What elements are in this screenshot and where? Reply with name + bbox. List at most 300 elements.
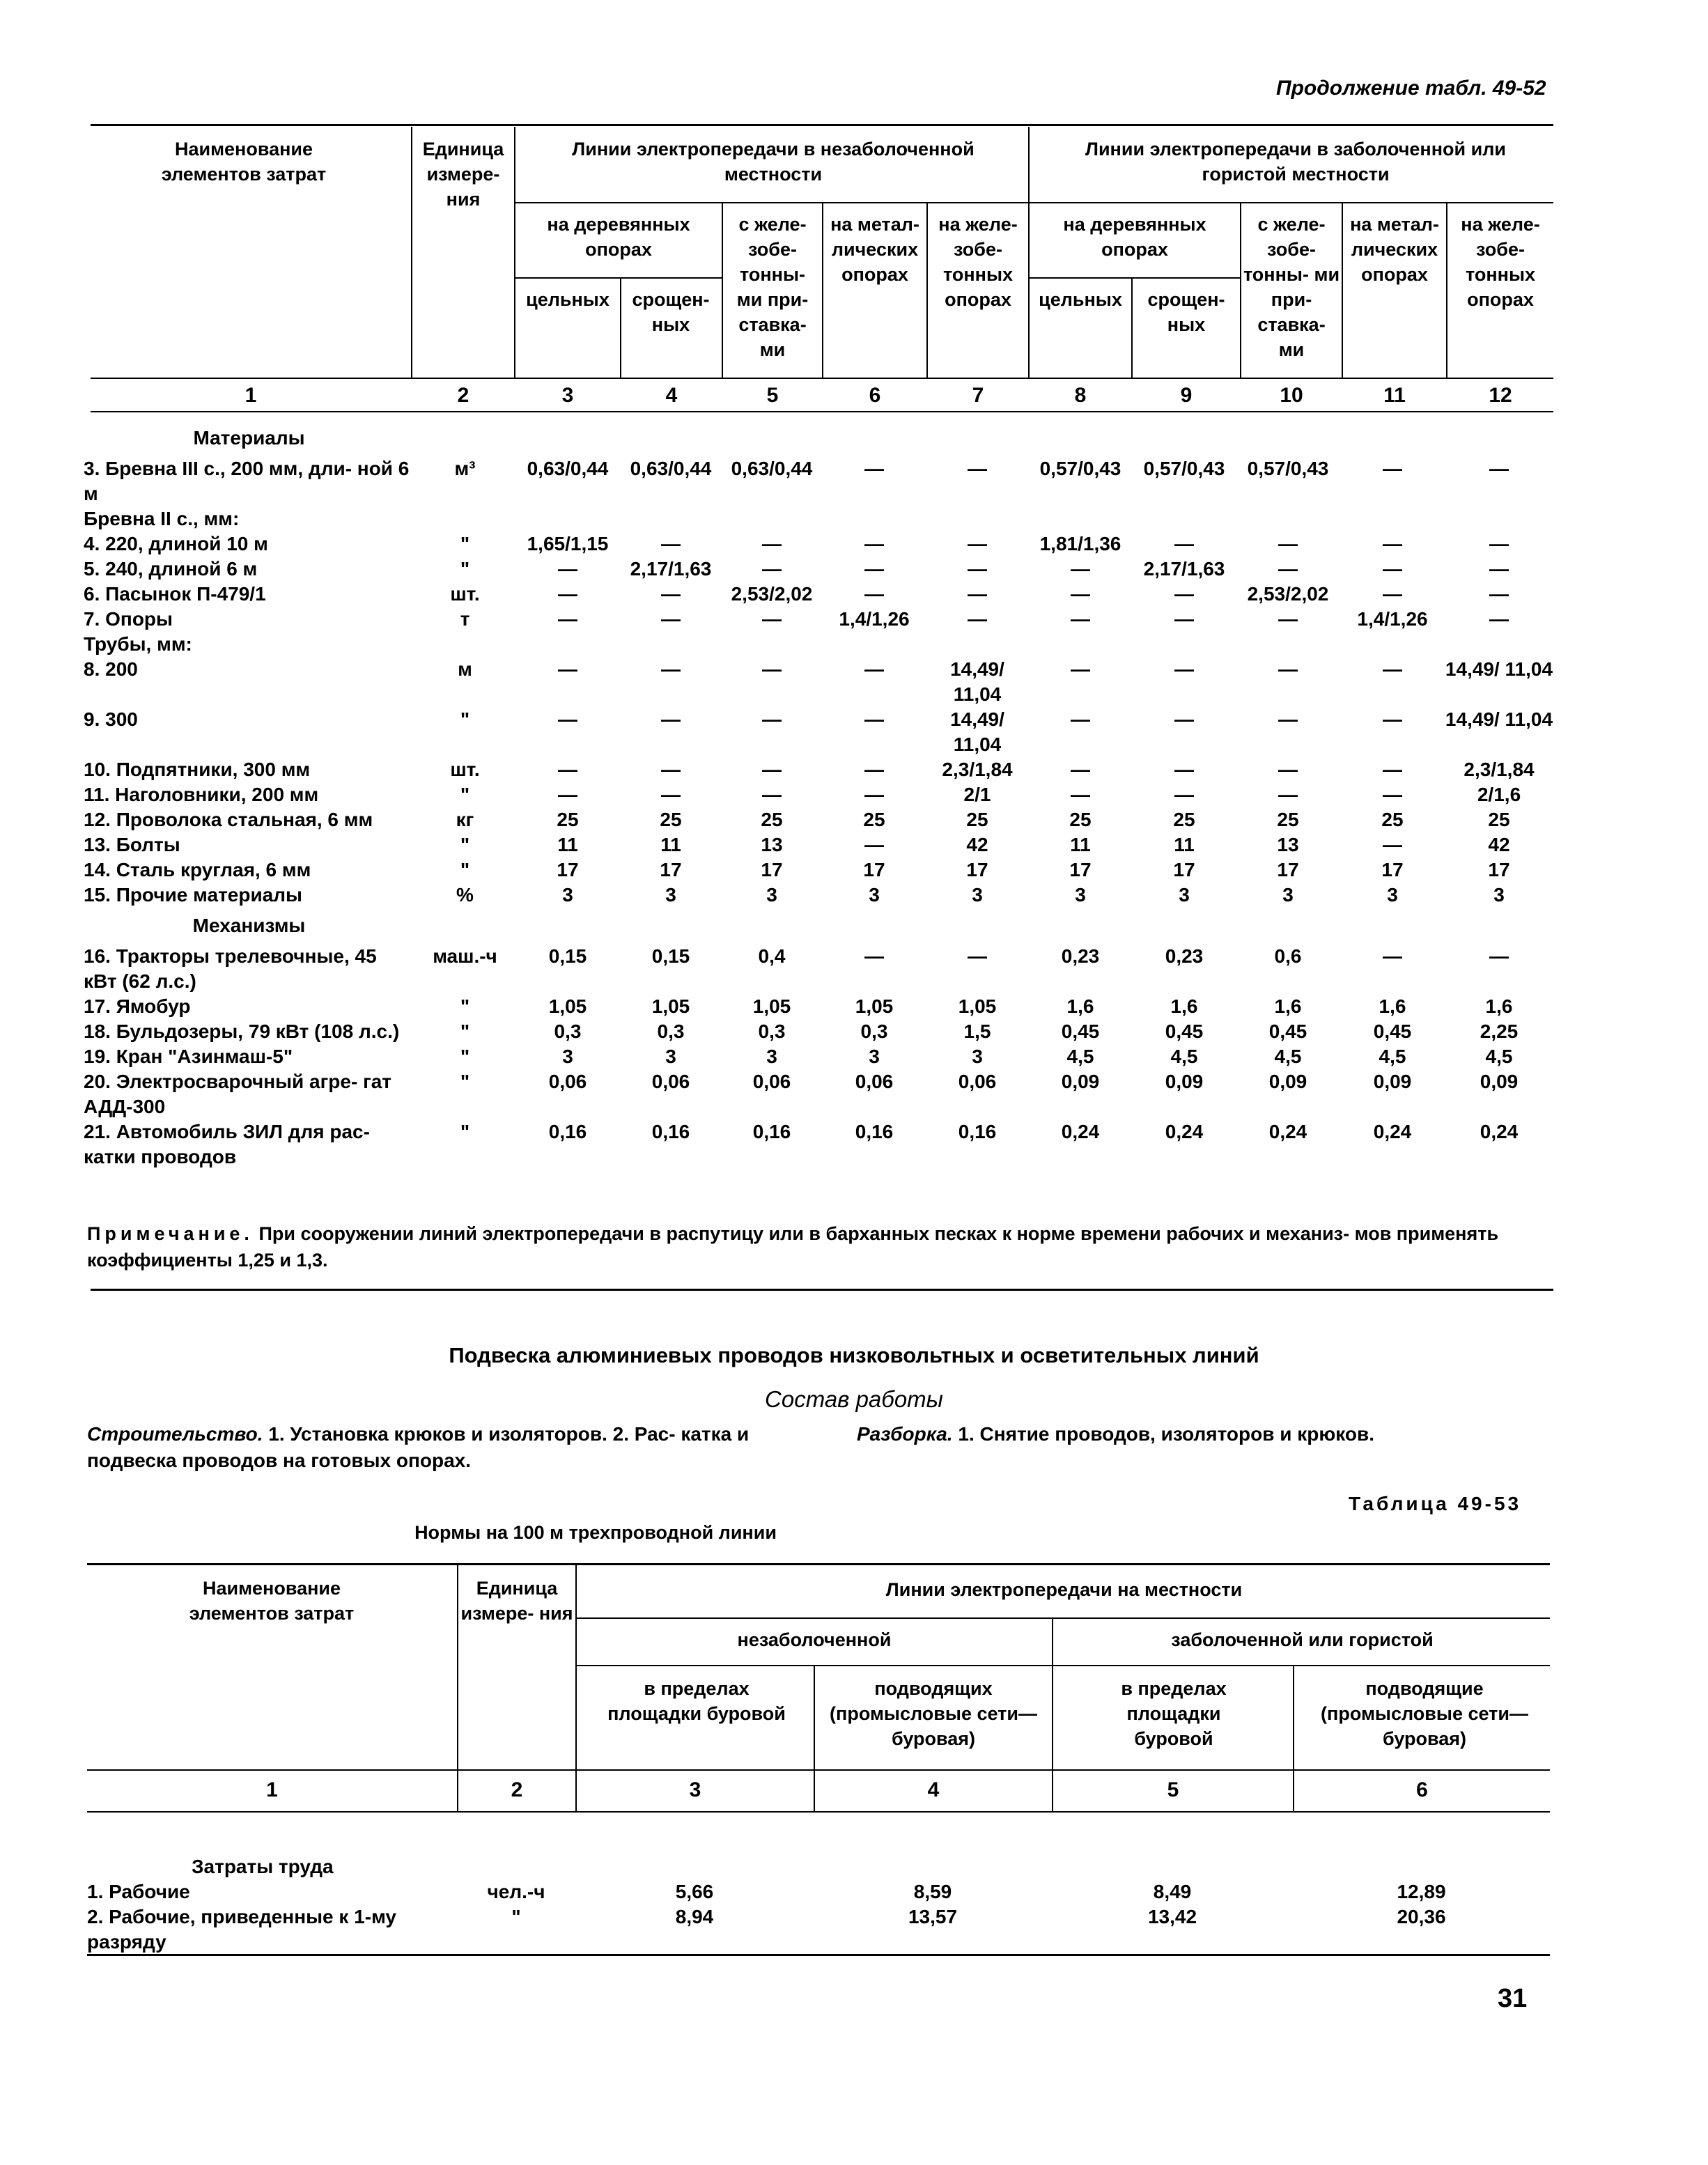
row-unit: кг — [456, 809, 474, 830]
table2-title: Нормы на 100 м трехпроводной линии — [414, 1522, 777, 1543]
vline — [1028, 127, 1030, 378]
row-value: 0,24 — [1268, 1121, 1307, 1142]
row-unit: шт. — [450, 583, 480, 605]
row-value: — — [1278, 784, 1298, 805]
t2-colnum: 2 — [511, 1778, 523, 1801]
t1-rcstub-b: с желе- зобе- тонны- ми при- ставка- ми — [1243, 214, 1340, 360]
row-value: 17 — [557, 859, 579, 880]
row-value: 0,63/0,44 — [527, 458, 609, 479]
row-unit: " — [460, 834, 470, 855]
t1-metal-a: на метал- лических опорах — [830, 214, 919, 285]
vline — [1240, 203, 1241, 378]
t1-colnum: 10 — [1280, 384, 1303, 407]
row-value: — — [762, 708, 782, 730]
row-value: 0,09 — [1480, 1071, 1519, 1092]
hline — [91, 378, 1553, 379]
row-value — [722, 632, 822, 657]
row-value: 42 — [1488, 834, 1510, 855]
row-value: 0,24 — [1480, 1121, 1519, 1142]
row-value — [822, 632, 926, 657]
row-value: — — [661, 608, 681, 630]
row-value: 4,5 — [1170, 1046, 1198, 1067]
row-value — [1236, 506, 1340, 531]
row-value: 1,4/1,26 — [839, 608, 910, 630]
row-value: 8,59 — [913, 1881, 952, 1902]
vline — [457, 1565, 458, 1813]
row-value — [620, 632, 722, 657]
row-value: 3 — [766, 1046, 777, 1067]
row-value: — — [1489, 458, 1509, 479]
row-value: 0,06 — [752, 1071, 791, 1092]
row-value: — — [864, 458, 884, 479]
table-row — [84, 607, 1553, 632]
row-unit: " — [460, 1021, 470, 1042]
page-number: 31 — [1498, 1984, 1528, 2013]
row-value: 0,45 — [1061, 1021, 1100, 1042]
row-value: 2,17/1,63 — [630, 558, 712, 580]
row-value: — — [1278, 708, 1298, 730]
row-value: — — [1071, 583, 1090, 605]
row-value: 3 — [1282, 884, 1294, 906]
section-row — [84, 420, 1553, 456]
row-value: 2,3/1,84 — [942, 759, 1013, 780]
row-value: 17 — [863, 859, 885, 880]
row-value: — — [762, 533, 782, 554]
table-row — [84, 782, 1553, 807]
row-value: — — [1071, 784, 1090, 805]
row-value: 1,6 — [1274, 995, 1302, 1017]
row-value: — — [1174, 608, 1194, 630]
row-value: — — [1174, 759, 1194, 780]
table-row — [84, 531, 1553, 557]
row-value: — — [1383, 784, 1402, 805]
row-value — [515, 632, 620, 657]
section-title: Подвеска алюминиевых проводов низковольтных и осветительных линий — [449, 1343, 1259, 1367]
row-value — [1236, 632, 1340, 657]
table-row — [84, 632, 1553, 657]
row-value: 0,57/0,43 — [1143, 458, 1225, 479]
row-unit: шт. — [450, 759, 480, 780]
row-value: 17 — [966, 859, 988, 880]
row-value: — — [661, 658, 681, 680]
row-value: — — [1071, 608, 1090, 630]
row-value: 25 — [1488, 809, 1510, 830]
row-value: 1,6 — [1379, 995, 1406, 1017]
row-value: 0,3 — [657, 1021, 685, 1042]
row-value: — — [1278, 608, 1298, 630]
row-value: — — [1383, 583, 1402, 605]
row-value: 25 — [1069, 809, 1092, 830]
row-unit — [414, 506, 515, 531]
row-value: 17 — [1381, 859, 1404, 880]
t1-rcstub-a: с желе- зобе- тонны- ми при- ставка- ми — [736, 214, 809, 360]
t2-group: Линии электропередачи на местности — [885, 1579, 1243, 1600]
row-value: 25 — [761, 809, 783, 830]
t1-solid-a: цельных — [526, 289, 610, 310]
t1-wood-a: на деревянных опорах — [547, 214, 690, 260]
row-value: 0,57/0,43 — [1039, 458, 1121, 479]
row-value — [926, 506, 1028, 531]
vline — [411, 127, 412, 378]
row-value: — — [1174, 784, 1194, 805]
row-value: — — [968, 558, 987, 580]
row-value: — — [1278, 533, 1298, 554]
row-value: 4,5 — [1379, 1046, 1406, 1067]
hline — [91, 411, 1553, 412]
row-value: 25 — [863, 809, 885, 830]
row-value: 1,6 — [1170, 995, 1198, 1017]
row-value: 1,6 — [1485, 995, 1513, 1017]
row-value: 0,63/0,44 — [630, 458, 712, 479]
row-value: 11 — [1174, 834, 1195, 855]
row-value: 0,6 — [1274, 945, 1302, 967]
row-value: 25 — [1381, 809, 1404, 830]
row-value: 3 — [562, 884, 573, 906]
section-heading: Затраты труда — [192, 1856, 334, 1877]
note-text: При сооружении линий электропередачи в распутицу или в барханных песках к норме времени рабочих и механиз- мов применять коэффициенты 1,25 и 1,3. — [87, 1223, 1499, 1271]
table-row — [84, 757, 1553, 782]
t1-colnum: 12 — [1489, 384, 1512, 407]
t1-colnum: 7 — [972, 384, 984, 407]
row-value: 25 — [966, 809, 988, 830]
vline — [926, 203, 928, 378]
vline — [575, 1565, 577, 1813]
row-value: — — [1174, 583, 1194, 605]
row-value: 1,5 — [963, 1021, 991, 1042]
row-value: 8,94 — [675, 1906, 714, 1927]
table-row — [87, 1879, 1550, 1904]
row-name: 2. Рабочие, приведенные к 1-му разряду — [87, 1906, 396, 1953]
row-value: — — [558, 583, 577, 605]
row-value: 0,3 — [758, 1021, 786, 1042]
t2-c4: подводящих (промысловые сети—буровая) — [830, 1678, 1037, 1749]
row-value: 25 — [557, 809, 579, 830]
row-name: 15. Прочие материалы — [84, 884, 302, 906]
note-label: Примечание. — [87, 1223, 254, 1244]
table2-bottom-rule — [87, 1954, 1550, 1956]
row-value: 3 — [869, 1046, 880, 1067]
row-value: 3 — [665, 884, 676, 906]
section-heading: Материалы — [193, 427, 305, 449]
row-value: 0,16 — [958, 1121, 997, 1142]
row-value: 1,4/1,26 — [1357, 608, 1428, 630]
row-value — [620, 506, 722, 531]
row-value: 2/1 — [963, 784, 991, 805]
t1-rc-a: на желе- зобе- тонных опорах — [938, 214, 1018, 310]
row-value: — — [864, 708, 884, 730]
t2-colnum: 4 — [927, 1778, 940, 1801]
row-name: 5. 240, длиной 6 м — [84, 558, 258, 580]
row-unit: м — [458, 658, 472, 680]
row-value: 4,5 — [1066, 1046, 1094, 1067]
vline — [822, 203, 823, 378]
row-value: — — [558, 784, 577, 805]
t2-col-unit: Единица измере- ния — [460, 1578, 573, 1624]
row-value: 0,63/0,44 — [731, 458, 813, 479]
table1-body — [84, 420, 1553, 1170]
t2-colnum: 5 — [1167, 1778, 1179, 1801]
row-value: 14,49/ 11,04 — [1445, 658, 1553, 680]
hline — [87, 1811, 1550, 1813]
row-value: 0,09 — [1268, 1071, 1307, 1092]
row-value: 3 — [766, 884, 777, 906]
row-name: 17. Ямобур — [84, 995, 191, 1017]
row-value: 13 — [761, 834, 783, 855]
row-value: 2,25 — [1480, 1021, 1519, 1042]
row-value: 3 — [1493, 884, 1505, 906]
vline — [514, 127, 515, 378]
table-row — [84, 832, 1553, 858]
row-value: 0,3 — [860, 1021, 888, 1042]
t1-group-a: Линии электропередачи в незаболоченной местности — [572, 139, 975, 185]
t1-solid-b: цельных — [1039, 289, 1122, 310]
vline — [722, 203, 723, 378]
table-row — [84, 657, 1553, 707]
row-value — [515, 506, 620, 531]
table-row — [84, 994, 1553, 1019]
row-value — [722, 506, 822, 531]
row-value: — — [762, 608, 782, 630]
table1-top-rule — [91, 124, 1553, 126]
row-value: — — [558, 608, 577, 630]
row-value: — — [762, 558, 782, 580]
row-value: 0,23 — [1061, 945, 1100, 967]
t2-c5: в пределах площадки буровой — [1121, 1678, 1227, 1749]
row-unit: " — [460, 784, 470, 805]
row-value — [1028, 632, 1133, 657]
table2-top-rule — [87, 1563, 1550, 1565]
row-value: 1,05 — [855, 995, 894, 1017]
row-name: 9. 300 — [84, 708, 138, 730]
hline — [515, 277, 722, 279]
dismantle-body: 1. Снятие проводов, изоляторов и крюков. — [958, 1423, 1374, 1445]
build-text — [87, 1421, 780, 1474]
row-value — [1028, 506, 1133, 531]
hline — [87, 1769, 1550, 1771]
t2-c6: подводящие (промысловые сети—буровая) — [1321, 1678, 1528, 1749]
row-value: 3 — [665, 1046, 676, 1067]
row-unit: м³ — [454, 458, 476, 479]
row-unit: " — [460, 995, 470, 1017]
t1-col-name: Наименование элементов затрат — [161, 139, 327, 185]
row-value — [1133, 632, 1236, 657]
row-value: 17 — [1069, 859, 1092, 880]
row-value: 4,5 — [1274, 1046, 1302, 1067]
row-value: 42 — [966, 834, 988, 855]
t1-colnum: 3 — [561, 384, 574, 407]
row-unit: " — [511, 1906, 521, 1927]
row-value: 1,05 — [958, 995, 997, 1017]
row-value: 0,16 — [855, 1121, 894, 1142]
t1-colnum: 4 — [665, 384, 678, 407]
row-value: 0,15 — [548, 945, 587, 967]
row-value: — — [968, 608, 987, 630]
row-value: 11 — [660, 834, 681, 855]
row-value — [1340, 506, 1445, 531]
hline — [1030, 277, 1240, 279]
row-value: 3 — [972, 1046, 983, 1067]
row-value: 3 — [1075, 884, 1086, 906]
t1-spliced-b: срощен- ных — [1147, 289, 1225, 335]
table-row — [84, 858, 1553, 883]
row-name: 3. Бревна III с., 200 мм, дли- ной 6 м — [84, 458, 410, 504]
row-value: — — [558, 708, 577, 730]
row-value: — — [864, 784, 884, 805]
row-value — [1340, 632, 1445, 657]
table-row — [84, 944, 1553, 994]
row-name: 4. 220, длиной 10 м — [84, 533, 268, 554]
t2-colnum: 1 — [266, 1778, 278, 1801]
row-name: Трубы, мм: — [84, 633, 192, 655]
row-name: 19. Кран "Азинмаш-5" — [84, 1046, 293, 1067]
row-value: — — [1278, 558, 1298, 580]
row-value: 0,16 — [752, 1121, 791, 1142]
t1-spliced-a: срощен- ных — [632, 289, 710, 335]
row-unit: " — [460, 533, 470, 554]
row-name: 12. Проволока стальная, 6 мм — [84, 809, 373, 830]
row-unit: " — [460, 558, 470, 580]
row-value: 2/1,6 — [1477, 784, 1521, 805]
row-value: — — [1489, 533, 1509, 554]
table-row — [84, 557, 1553, 582]
row-value: 13,42 — [1147, 1906, 1197, 1927]
row-value: 0,45 — [1268, 1021, 1307, 1042]
row-value: — — [1278, 658, 1298, 680]
t1-rc-b: на желе- зобе- тонных опорах — [1461, 214, 1540, 310]
row-value: 2,53/2,02 — [1247, 583, 1329, 605]
t1-colnum: 2 — [457, 384, 469, 407]
row-value: 14,49/ 11,04 — [1445, 708, 1553, 730]
row-value: — — [762, 759, 782, 780]
row-value: — — [1278, 759, 1298, 780]
row-value: 20,36 — [1397, 1906, 1446, 1927]
table2-label: Таблица 49-53 — [1349, 1493, 1522, 1514]
row-value — [822, 506, 926, 531]
row-value: — — [661, 583, 681, 605]
row-name: 11. Наголовники, 200 мм — [84, 784, 319, 805]
row-value: 1,05 — [752, 995, 791, 1017]
row-value: — — [1071, 759, 1090, 780]
row-value: 3 — [869, 884, 880, 906]
row-value: 17 — [1488, 859, 1510, 880]
row-name: 1. Рабочие — [87, 1881, 190, 1902]
row-value: — — [558, 558, 577, 580]
row-value: 0,16 — [651, 1121, 690, 1142]
row-value: 2,17/1,63 — [1143, 558, 1225, 580]
section-row — [84, 908, 1553, 944]
row-value — [926, 632, 1028, 657]
row-value: — — [1383, 558, 1402, 580]
t1-colnum: 1 — [244, 384, 257, 407]
row-value: — — [1174, 708, 1194, 730]
row-value: — — [762, 784, 782, 805]
t1-col-unit: Единица измере- ния — [422, 139, 504, 210]
table-row — [84, 883, 1553, 908]
t1-colnum: 9 — [1180, 384, 1193, 407]
dismantle-text — [857, 1421, 1553, 1448]
row-value: — — [661, 784, 681, 805]
row-value: — — [1383, 945, 1402, 967]
row-value: — — [1489, 558, 1509, 580]
table-row — [84, 1044, 1553, 1069]
row-value: — — [762, 658, 782, 680]
row-value: 0,06 — [855, 1071, 894, 1092]
row-value: 3 — [1179, 884, 1190, 906]
table-row — [84, 582, 1553, 607]
table-row — [84, 807, 1553, 832]
table2-body — [87, 1854, 1550, 1955]
row-name: 8. 200 — [84, 658, 138, 680]
table1-note — [87, 1220, 1553, 1273]
row-value: — — [661, 708, 681, 730]
row-value: — — [864, 759, 884, 780]
row-value: — — [864, 583, 884, 605]
row-value: 0,3 — [554, 1021, 582, 1042]
row-name: 7. Опоры — [84, 608, 173, 630]
vline — [1446, 203, 1447, 378]
row-value: — — [1174, 533, 1194, 554]
row-value: 25 — [1277, 809, 1299, 830]
row-value: 0,24 — [1061, 1121, 1100, 1142]
row-value — [1445, 632, 1553, 657]
row-value: — — [1383, 458, 1402, 479]
row-value: 17 — [761, 859, 783, 880]
t2-c3: в пределах площадки буровой — [607, 1678, 786, 1724]
row-value: — — [1383, 759, 1402, 780]
row-value: 17 — [660, 859, 682, 880]
row-value: 0,16 — [548, 1121, 587, 1142]
table-row — [87, 1904, 1550, 1955]
row-unit: маш.-ч — [433, 945, 497, 967]
row-value: — — [864, 658, 884, 680]
row-value: 1,81/1,36 — [1039, 533, 1121, 554]
row-value: 14,49/ 11,04 — [950, 658, 1004, 705]
row-value: 25 — [1173, 809, 1195, 830]
t1-colnum: 5 — [766, 384, 779, 407]
row-value: — — [1489, 608, 1509, 630]
row-name: 20. Электросварочный агре- гат АДД-300 — [84, 1071, 392, 1117]
row-unit: т — [460, 608, 470, 630]
row-name: 6. Пасынок П-479/1 — [84, 583, 266, 605]
row-value: 0,15 — [651, 945, 690, 967]
row-value: 3 — [1387, 884, 1398, 906]
row-value: — — [1383, 834, 1402, 855]
t1-colnum: 11 — [1383, 384, 1406, 407]
row-unit: " — [460, 1121, 470, 1142]
row-value: 3 — [972, 884, 983, 906]
row-value: 13 — [1277, 834, 1299, 855]
table-row — [84, 506, 1553, 531]
row-value: — — [968, 533, 987, 554]
row-value: 0,09 — [1061, 1071, 1100, 1092]
t2-colnum: 6 — [1416, 1778, 1428, 1801]
row-value: 0,57/0,43 — [1247, 458, 1329, 479]
t1-wood-b: на деревянных опорах — [1063, 214, 1206, 260]
vline — [1342, 203, 1343, 378]
section-heading: Механизмы — [192, 915, 306, 936]
row-value: 0,45 — [1165, 1021, 1204, 1042]
row-value: 0,4 — [758, 945, 786, 967]
row-value: 4,5 — [1485, 1046, 1513, 1067]
row-value: 0,24 — [1373, 1121, 1412, 1142]
row-name: Бревна II с., мм: — [84, 508, 240, 529]
row-value: 14,49/ 11,04 — [950, 708, 1004, 755]
t2-colnum: 3 — [689, 1778, 701, 1801]
row-value: 11 — [1070, 834, 1091, 855]
row-value: 2,53/2,02 — [731, 583, 813, 605]
t1-group-b: Линии электропередачи в заболоченной или гористой местности — [1085, 139, 1506, 185]
t1-colnum: 8 — [1074, 384, 1087, 407]
